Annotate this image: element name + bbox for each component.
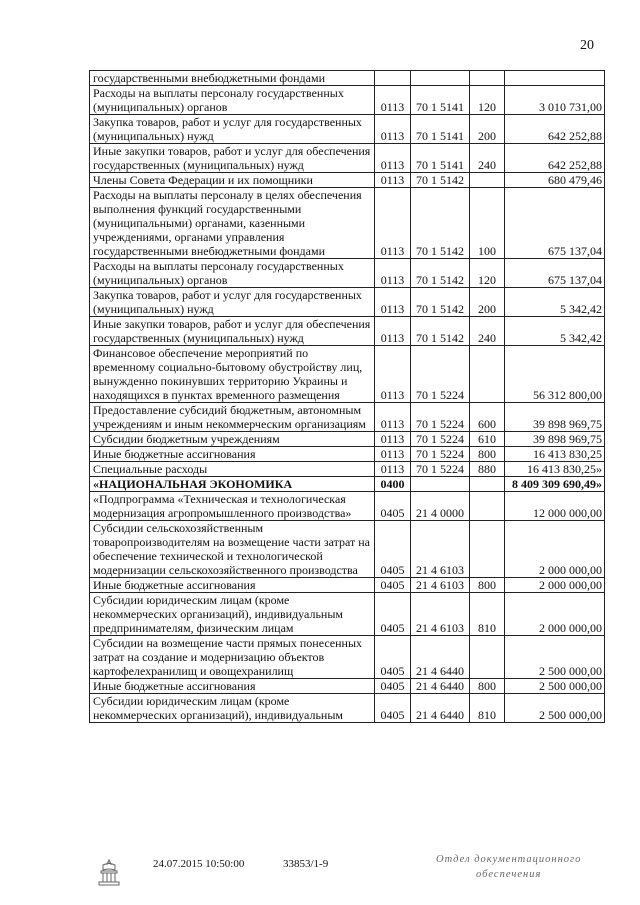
cell-amount: 39 898 969,75	[505, 403, 605, 432]
table-row	[90, 188, 605, 259]
cell-name: Закупка товаров, работ и услуг для государственных (муниципальных) нужд	[90, 288, 375, 317]
cell-article: 70 1 5142	[411, 259, 470, 288]
cell-article: 70 1 5142	[411, 288, 470, 317]
cell-amount: 642 252,88	[505, 144, 605, 173]
cell-name: «НАЦИОНАЛЬНАЯ ЭКОНОМИКА	[90, 477, 375, 492]
cell-article: 70 1 5142	[411, 173, 470, 188]
footer-doc-number: 33853/1-9	[283, 858, 329, 870]
cell-amount: 2 500 000,00	[505, 694, 605, 723]
cell-expense-type: 880	[470, 462, 505, 477]
cell-article	[411, 71, 470, 86]
cell-section: 0113	[375, 115, 411, 144]
cell-name: Иные бюджетные ассигнования	[90, 679, 375, 694]
cell-amount: 16 413 830,25»	[505, 462, 605, 477]
cell-amount: 2 000 000,00	[505, 578, 605, 593]
table-row	[90, 462, 605, 477]
cell-article: 70 1 5224	[411, 346, 470, 403]
cell-amount: 56 312 800,00	[505, 346, 605, 403]
table-row	[90, 447, 605, 462]
table-row	[90, 403, 605, 432]
cell-article: 70 1 5224	[411, 432, 470, 447]
footer-datetime: 24.07.2015 10:50:00	[153, 858, 245, 870]
cell-article: 70 1 5141	[411, 144, 470, 173]
cell-name: Иные бюджетные ассигнования	[90, 578, 375, 593]
table-row	[90, 173, 605, 188]
cell-expense-type	[470, 173, 505, 188]
cell-amount: 39 898 969,75	[505, 432, 605, 447]
cell-section: 0405	[375, 679, 411, 694]
cell-name: Иные закупки товаров, работ и услуг для обеспечения государственных (муниципальных) нужд	[90, 144, 375, 173]
cell-expense-type	[470, 477, 505, 492]
cell-name: Иные бюджетные ассигнования	[90, 447, 375, 462]
cell-section: 0113	[375, 188, 411, 259]
cell-expense-type	[470, 636, 505, 679]
cell-name: Расходы на выплаты персоналу в целях обеспечения выполнения функций государственными (муниципальными) органами, казенными учреждениями, органами управления государственными внебюджетными фондами	[90, 188, 375, 259]
cell-article: 70 1 5224	[411, 462, 470, 477]
cell-section: 0113	[375, 259, 411, 288]
cell-name: Субсидии юридическим лицам (кроме некоммерческих организаций), индивидуальным	[90, 694, 375, 723]
table-row	[90, 115, 605, 144]
cell-section: 0113	[375, 317, 411, 346]
table-row	[90, 521, 605, 578]
cell-expense-type	[470, 492, 505, 521]
cell-section: 0113	[375, 432, 411, 447]
cell-section: 0405	[375, 578, 411, 593]
cell-amount: 16 413 830,25	[505, 447, 605, 462]
cell-expense-type: 800	[470, 578, 505, 593]
cell-expense-type: 600	[470, 403, 505, 432]
cell-expense-type: 800	[470, 679, 505, 694]
budget-table-body	[90, 71, 605, 723]
cell-article: 21 4 6440	[411, 636, 470, 679]
cell-section: 0113	[375, 403, 411, 432]
cell-name: государственными внебюджетными фондами	[90, 71, 375, 86]
cell-expense-type	[470, 346, 505, 403]
cell-name: Расходы на выплаты персоналу государственных (муниципальных) органов	[90, 259, 375, 288]
cell-expense-type: 200	[470, 288, 505, 317]
cell-amount: 2 000 000,00	[505, 521, 605, 578]
cell-article: 70 1 5141	[411, 115, 470, 144]
cell-amount: 2 000 000,00	[505, 593, 605, 636]
cell-name: Иные закупки товаров, работ и услуг для обеспечения государственных (муниципальных) нужд	[90, 317, 375, 346]
cell-amount: 12 000 000,00	[505, 492, 605, 521]
table-row	[90, 346, 605, 403]
cell-name: Субсидии на возмещение части прямых понесенных затрат на создание и модернизацию объектов картофелехранилищ и овощехранилищ	[90, 636, 375, 679]
table-row	[90, 636, 605, 679]
cell-article: 70 1 5141	[411, 86, 470, 115]
cell-section: 0113	[375, 288, 411, 317]
cell-expense-type: 240	[470, 317, 505, 346]
cell-article: 21 4 6103	[411, 593, 470, 636]
cell-expense-type: 810	[470, 593, 505, 636]
cell-section: 0113	[375, 86, 411, 115]
cell-expense-type: 120	[470, 259, 505, 288]
cell-amount: 2 500 000,00	[505, 679, 605, 694]
cell-section: 0400	[375, 477, 411, 492]
cell-name: Финансовое обеспечение мероприятий по временному социально-бытовому обустройству лиц, вынужденно покинувших территорию Украины и находящихся в пунктах временного размещения	[90, 346, 375, 403]
cell-section: 0405	[375, 636, 411, 679]
cell-article: 70 1 5142	[411, 317, 470, 346]
cell-expense-type	[470, 71, 505, 86]
table-row	[90, 288, 605, 317]
cell-section: 0405	[375, 694, 411, 723]
cell-section: 0113	[375, 173, 411, 188]
table-row	[90, 492, 605, 521]
duma-emblem-icon	[96, 858, 122, 888]
cell-article: 21 4 6103	[411, 521, 470, 578]
table-row	[90, 432, 605, 447]
cell-name: Субсидии сельскохозяйственным товаропроизводителям на возмещение части затрат на обеспечение технической и технологической модернизации сельскохозяйственного производства	[90, 521, 375, 578]
cell-name: Предоставление субсидий бюджетным, автономным учреждениям и иным некоммерческим организациям	[90, 403, 375, 432]
cell-article: 21 4 6440	[411, 694, 470, 723]
page-number: 20	[580, 38, 594, 53]
table-row	[90, 71, 605, 86]
cell-article: 21 4 6103	[411, 578, 470, 593]
cell-amount: 680 479,46	[505, 173, 605, 188]
cell-amount: 3 010 731,00	[505, 86, 605, 115]
cell-article: 21 4 6440	[411, 679, 470, 694]
table-row	[90, 317, 605, 346]
cell-article: 70 1 5224	[411, 447, 470, 462]
table-row	[90, 593, 605, 636]
cell-expense-type: 120	[470, 86, 505, 115]
cell-name: Закупка товаров, работ и услуг для государственных (муниципальных) нужд	[90, 115, 375, 144]
cell-amount: 5 342,42	[505, 317, 605, 346]
cell-article: 70 1 5142	[411, 188, 470, 259]
department-stamp	[436, 852, 581, 882]
cell-article: 70 1 5224	[411, 403, 470, 432]
cell-amount: 675 137,04	[505, 259, 605, 288]
table-row	[90, 679, 605, 694]
cell-amount: 8 409 309 690,49»	[505, 477, 605, 492]
cell-expense-type: 800	[470, 447, 505, 462]
table-row	[90, 578, 605, 593]
cell-expense-type: 610	[470, 432, 505, 447]
table-row	[90, 259, 605, 288]
cell-section: 0405	[375, 521, 411, 578]
cell-section: 0405	[375, 492, 411, 521]
cell-name: Расходы на выплаты персоналу государственных (муниципальных) органов	[90, 86, 375, 115]
stamp-line-1: Отдел документационного	[436, 854, 582, 865]
cell-amount: 675 137,04	[505, 188, 605, 259]
cell-name: Субсидии бюджетным учреждениям	[90, 432, 375, 447]
cell-name: Субсидии юридическим лицам (кроме некоммерческих организаций), индивидуальным предпринимателям, физическим лицам	[90, 593, 375, 636]
cell-expense-type: 240	[470, 144, 505, 173]
cell-section: 0113	[375, 462, 411, 477]
table-row	[90, 694, 605, 723]
cell-section: 0113	[375, 144, 411, 173]
stamp-line-2: обеспечения	[476, 869, 542, 880]
cell-amount: 5 342,42	[505, 288, 605, 317]
cell-article: 21 4 0000	[411, 492, 470, 521]
table-row	[90, 86, 605, 115]
cell-name: Специальные расходы	[90, 462, 375, 477]
cell-name: «Подпрограмма «Техническая и технологическая модернизация агропромышленного производства»	[90, 492, 375, 521]
cell-name: Члены Совета Федерации и их помощники	[90, 173, 375, 188]
cell-expense-type: 100	[470, 188, 505, 259]
cell-section	[375, 71, 411, 86]
table-row	[90, 144, 605, 173]
cell-expense-type: 200	[470, 115, 505, 144]
cell-amount: 642 252,88	[505, 115, 605, 144]
cell-expense-type	[470, 521, 505, 578]
cell-section: 0113	[375, 346, 411, 403]
cell-amount	[505, 71, 605, 86]
cell-expense-type: 810	[470, 694, 505, 723]
cell-article	[411, 477, 470, 492]
cell-amount: 2 500 000,00	[505, 636, 605, 679]
table-row	[90, 477, 605, 492]
cell-section: 0405	[375, 593, 411, 636]
cell-section: 0113	[375, 447, 411, 462]
budget-table	[89, 70, 605, 723]
